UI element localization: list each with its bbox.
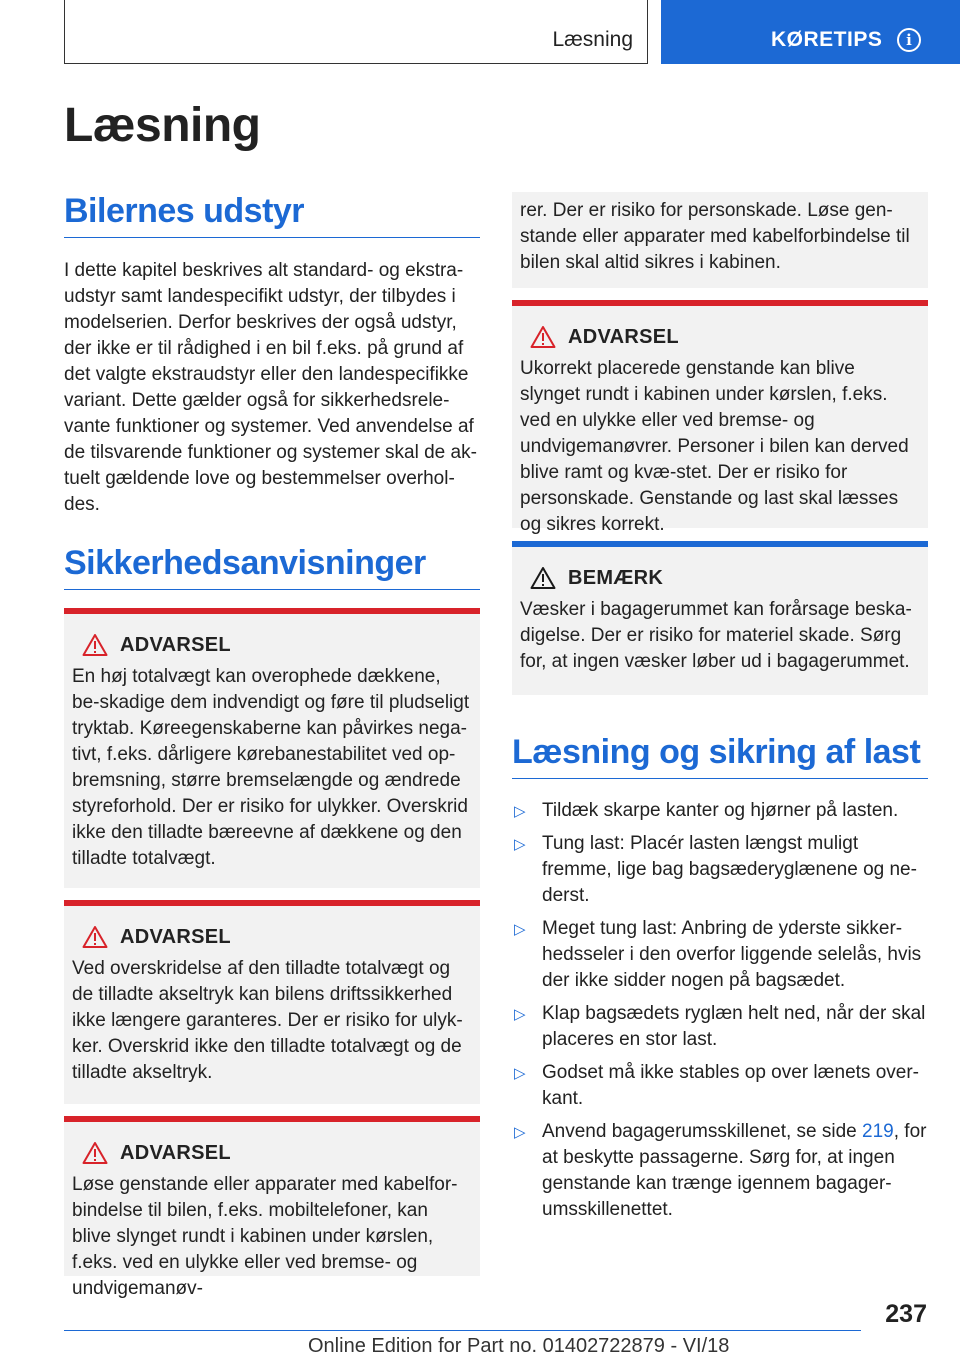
list-item: ▷ Tung last: Placér lasten længst muligt fremme, lige bag bagsæderyglænene og ne-derst. xyxy=(514,833,917,906)
header-section-label: Læsning xyxy=(552,28,633,51)
warning-title: ADVARSEL xyxy=(568,325,679,348)
warning-triangle-icon xyxy=(82,925,108,949)
info-icon[interactable]: i xyxy=(897,28,921,52)
list-item: ▷ Meget tung last: Anbring de yderste sikker-hedsseler i den overfor liggende selelås, hvis der ikke sidder nogen på bagsædet. xyxy=(514,918,922,991)
warning-box-continued xyxy=(512,192,928,288)
warning-text: Løse genstande eller apparater med kabelfor-bindelse til bilen, f.eks. mobiltelefoner, kan blive slynget rundt i kabinen under kørslen, f.eks. ved en ulykke eller ved bremse- og undvigemanøv- xyxy=(72,1174,458,1299)
bullet-icon: ▷ xyxy=(514,1124,526,1141)
bullet-icon: ▷ xyxy=(514,803,526,820)
bullet-icon: ▷ xyxy=(514,1065,526,1082)
warning-text: Ukorrekt placerede genstande kan blive slynget rundt i kabinen under kørslen, f.eks. ved en ulykke eller ved bremse- og undvigemanøvrer. Personer i bilen kan derved blive ramt og kvæ-stet. Der er risiko for personskade. Genstande og last skal læsses og sikres korrekt. xyxy=(520,358,909,535)
page-title: Læsning xyxy=(64,99,261,152)
page-reference-link[interactable]: 219 xyxy=(862,1121,894,1142)
header-chapter-tab[interactable] xyxy=(661,0,960,64)
heading-safety: Sikkerhedsanvisninger xyxy=(64,544,480,590)
header-chapter-label: KØRETIPS xyxy=(771,28,883,51)
page-number: 237 xyxy=(885,1300,927,1328)
warning-text-continued: rer. Der er risiko for personskade. Løse gen-stande eller apparater med kabelforbindelse til bilen skal altid sikres i kabinen. xyxy=(520,200,910,273)
paragraph-equipment: I dette kapitel beskrives alt standard- og ekstra-udstyr samt landespecifikt udstyr, der tilbydes i modelserien. Derfor beskrives der også udstyr, der ikke er til rådighed i en bil f.eks. på grund af det valgte ekstraudstyr eller den landespecifikke variant. Dette gælder også for sikkerhedsrele-vante funktioner og systemer. Ved anvendelse af de tilsvarende funktioner og systemer skal de ak-tuelt gældende love og bestemmelser overhol-des. xyxy=(64,260,477,515)
list-item: ▷ Anvend bagagerumsskillenet, se side 219, for at beskytte passagerne. Sørg for, at ingen genstande kan trænge igennem bagager-umsskillenettet. xyxy=(514,1121,927,1220)
loading-list xyxy=(512,798,928,1230)
warning-triangle-icon xyxy=(530,325,556,349)
warning-text: En høj totalvægt kan overophede dækkene, be-skadige dem indvendigt og føre til pludseligt tryktab. Køreegenskaberne kan påvirkes nega-tivt, f.eks. dårligere kørebanestabilitet ved op-bremsning, større bremselængde og ændrede styreforhold. Der er risiko for ulykker. Overskrid ikke den tilladte bæreevne af dækkene og den tilladte totalvægt. xyxy=(72,666,470,869)
warning-box-4 xyxy=(512,300,928,535)
bullet-icon: ▷ xyxy=(514,921,526,938)
footer-edition: Online Edition for Part no. 01402722879 - VI/18 xyxy=(308,1335,730,1357)
warning-title: ADVARSEL xyxy=(120,925,231,948)
note-title: BEMÆRK xyxy=(568,566,664,589)
bullet-icon: ▷ xyxy=(514,1006,526,1023)
list-item: ▷ Klap bagsædets ryglæn helt ned, når der skal placeres en stor last. xyxy=(514,1003,926,1050)
note-triangle-icon xyxy=(530,566,556,590)
warning-box-1 xyxy=(64,608,480,888)
heading-loading: Læsning og sikring af last xyxy=(512,733,928,779)
list-item: ▷ Godset må ikke stables op over lænets over-kant. xyxy=(514,1062,920,1109)
note-box xyxy=(512,541,928,695)
warning-box-2 xyxy=(64,900,480,1104)
footer-divider xyxy=(64,1330,861,1331)
note-text: Væsker i bagagerummet kan forårsage beska-digelse. Der er risiko for materiel skade. Sørg for, at ingen væsker løber ud i bagagerummet. xyxy=(520,599,912,672)
header-section-tab xyxy=(64,0,648,64)
warning-triangle-icon xyxy=(82,633,108,657)
heading-equipment: Bilernes udstyr xyxy=(64,192,480,238)
warning-box-3 xyxy=(64,1116,480,1299)
warning-triangle-icon xyxy=(82,1141,108,1165)
warning-title: ADVARSEL xyxy=(120,633,231,656)
warning-title: ADVARSEL xyxy=(120,1141,231,1164)
bullet-icon: ▷ xyxy=(514,836,526,853)
warning-text: Ved overskridelse af den tilladte totalvægt og de tilladte akseltryk kan bilens driftssikkerhed ikke længere garanteres. Der er risiko for ulyk-ker. Overskrid ikke den tilladte totalvægt og de tilladte akseltryk. xyxy=(72,958,463,1083)
list-item: ▷ Tildæk skarpe kanter og hjørner på lasten. xyxy=(512,798,928,824)
